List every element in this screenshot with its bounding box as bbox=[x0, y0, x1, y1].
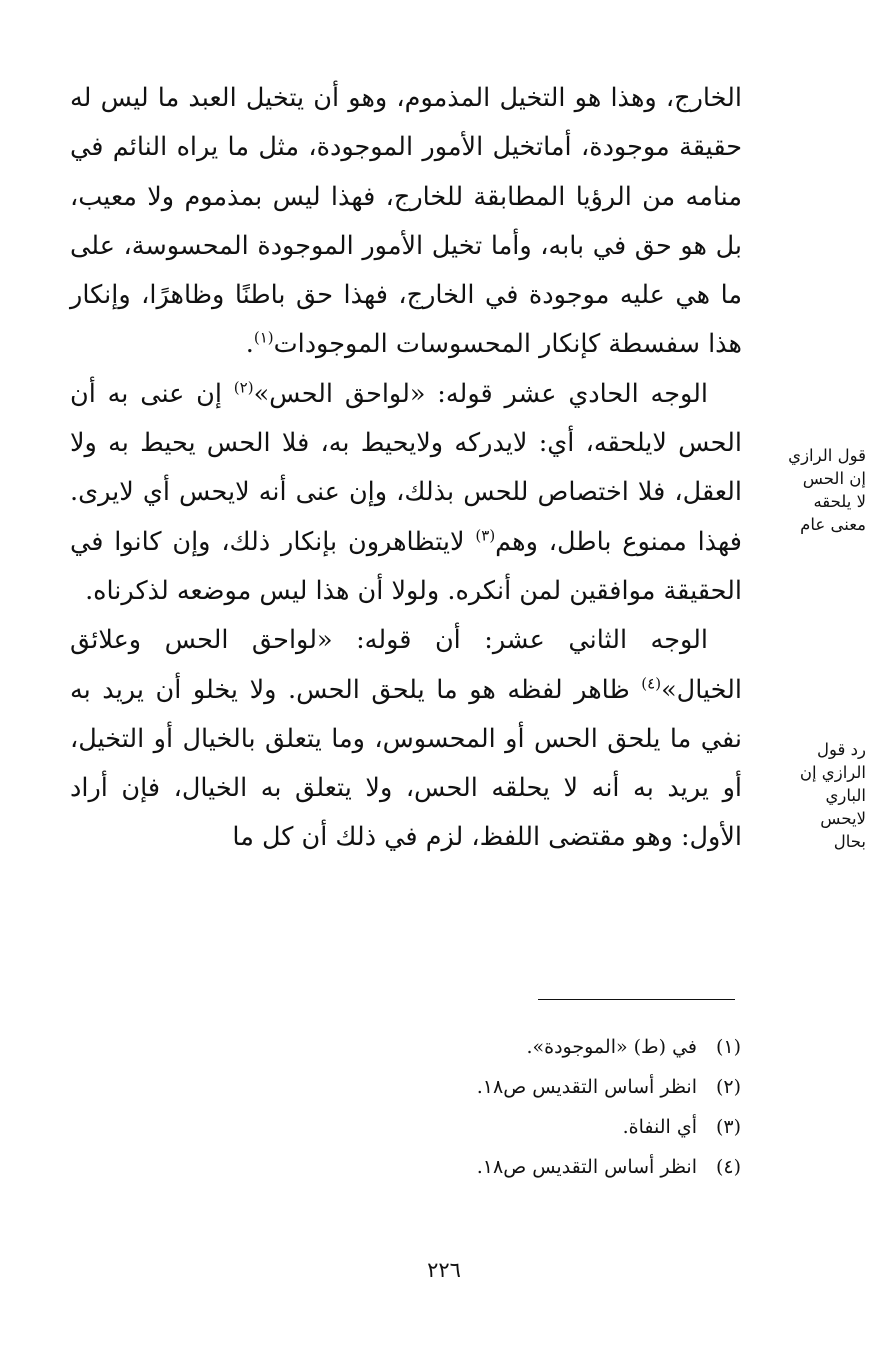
footnote-item bbox=[300, 1027, 741, 1067]
margin-note-2-line: الباري bbox=[825, 786, 866, 805]
footnote-text: في (ط) «الموجودة». bbox=[526, 1036, 697, 1058]
footnote-number: (١) bbox=[715, 1036, 741, 1058]
margin-note-1-line: معنى عام bbox=[800, 515, 866, 534]
margin-note-2-line: بحال bbox=[833, 832, 866, 851]
paragraph-2-text-c: لايتظاهرون بإنكار ذلك، وإن كانوا في الحقيقة موافقين لمن أنكره. ولولا أن هذا ليس موضعه لذكرناه. bbox=[70, 526, 742, 606]
footnote-ref-4: (٤) bbox=[641, 674, 662, 693]
footnote-text: انظر أساس التقديس ص١٨. bbox=[476, 1156, 697, 1178]
margin-note-1-line: لا يلحقه bbox=[813, 492, 866, 511]
margin-note-1-line: إن الحس bbox=[802, 469, 866, 488]
paragraph-3-text-b: ظاهر لفظه هو ما يلحق الحس. ولا يخلو أن يريد به نفي ما يلحق الحس أو المحسوس، وما يتعلق بالخيال أو التخيل، أو يريد به أنه لا يحلقه الحس، ولا يتعلق به الخيال، فإن أراد الأول: وهو مقتضى اللفظ، لزم في ذلك أن كل ما bbox=[70, 674, 742, 853]
paragraph-1-end: . bbox=[245, 329, 254, 360]
paragraph-2-text-a: الوجه الحادي عشر قوله: «لواحق الحس» bbox=[253, 378, 708, 409]
footnote-item bbox=[300, 1067, 741, 1107]
main-text-block bbox=[70, 74, 742, 863]
margin-note-2 bbox=[786, 738, 866, 853]
footnote-number: (٤) bbox=[715, 1156, 741, 1178]
footnote-item bbox=[300, 1107, 741, 1147]
footnote-number: (٢) bbox=[715, 1076, 741, 1098]
footnote-text: انظر أساس التقديس ص١٨. bbox=[476, 1076, 697, 1098]
paragraph-2 bbox=[70, 370, 742, 616]
footnote-separator bbox=[538, 999, 735, 1000]
paragraph-1-text: الخارج، وهذا هو التخيل المذموم، وهو أن يتخيل العبد ما ليس له حقيقة موجودة، أماتخيل الأمور الموجودة، مثل ما يراه النائم في منامه من الرؤيا المطابقة للخارج، فهذا ليس بمذموم ولا معيب، بل هو حق في بابه، وأما تخيل الأمور الموجودة المحسوسة، على ما هي عليه موجودة في الخارج، فهذا حق باطنًا وظاهرًا، وإنكار هذا سفسطة كإنكار المحسوسات الموجودات bbox=[70, 83, 742, 360]
margin-note-2-line: رد قول bbox=[817, 740, 866, 759]
margin-note-2-line: الرازي إن bbox=[799, 763, 866, 782]
footnote-ref-2: (٢) bbox=[233, 378, 254, 397]
page-number: ٢٢٦ bbox=[427, 1258, 461, 1282]
paragraph-2-text-b: إن عنى به أن الحس لايلحقه، أي: لايدركه ولايحيط به، فلا الحس يحيط به ولا العقل، فلا اختصاص للحس بذلك، وإن عنى أنه لايحس أي لايرى. فهذا ممنوع باطل، وهم bbox=[70, 378, 743, 557]
footnotes-list bbox=[300, 1027, 741, 1187]
footnote-item bbox=[300, 1147, 741, 1187]
paragraph-3 bbox=[70, 616, 742, 862]
paragraph-3-text-a: الوجه الثاني عشر: أن قوله: «لواحق الحس وعلائق الخيال» bbox=[70, 625, 742, 705]
margin-note-2-line: لايحس bbox=[820, 809, 866, 828]
footnote-ref-1: (١) bbox=[253, 328, 274, 347]
footnote-number: (٣) bbox=[715, 1116, 741, 1138]
margin-note-1-line: قول الرازي bbox=[788, 446, 866, 465]
margin-note-1 bbox=[786, 444, 866, 536]
footnote-text: أي النفاة. bbox=[622, 1116, 697, 1138]
footnote-ref-3: (٣) bbox=[475, 526, 496, 545]
paragraph-1 bbox=[70, 74, 742, 370]
